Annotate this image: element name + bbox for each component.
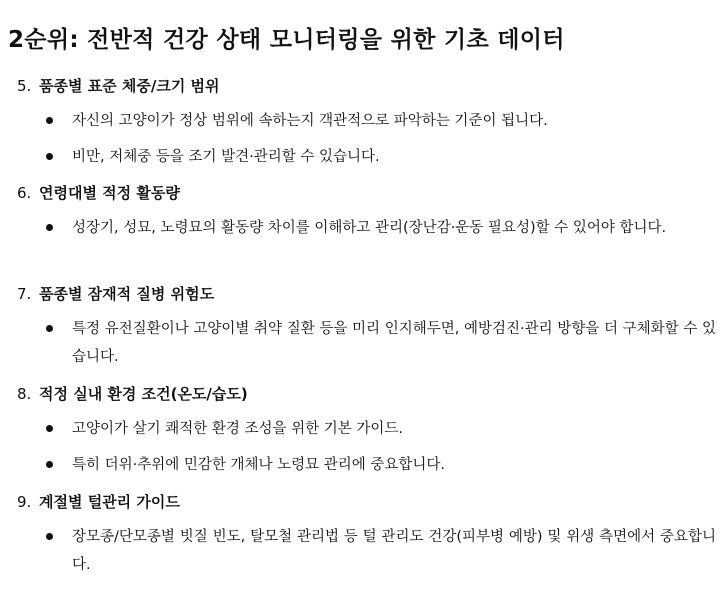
section-heading: [17, 75, 220, 96]
list-item: [46, 214, 716, 242]
list-item-text: 비만, 저체중 등을 조기 발견·관리할 수 있습니다.: [72, 149, 380, 165]
list-item-text: 성장기, 성묘, 노령묘의 활동량 차이를 이해하고 관리(장난감·운동 필요성)할 수 있어야 합니다.: [72, 220, 667, 236]
section-heading: [17, 283, 214, 304]
bullet-icon: [46, 461, 53, 468]
list-item: [46, 415, 716, 443]
list-item: [46, 143, 716, 171]
bullet-icon: [46, 425, 53, 432]
section-title: 품종별 잠재적 질병 위험도: [39, 285, 215, 303]
section-number: 7.: [17, 285, 32, 303]
list-item-text: 특히 더위·추위에 민감한 개체나 노령묘 관리에 중요합니다.: [72, 457, 446, 473]
section-number: 8.: [17, 385, 32, 403]
page-title: 2순위: 전반적 건강 상태 모니터링을 위한 기초 데이터: [8, 27, 565, 53]
section-title: 적정 실내 환경 조건(온도/습도): [39, 385, 248, 403]
list-item-text: 고양이가 살기 쾌적한 환경 조성을 위한 기본 가이드.: [72, 421, 404, 437]
list-item-text: 자신의 고양이가 정상 범위에 속하는지 객관적으로 파악하는 기준이 됩니다.: [72, 113, 548, 129]
section-number: 6.: [17, 184, 32, 202]
list-item-text: 특정 유전질환이나 고양이별 취약 질환 등을 미리 인지해두면, 예방검진·관리 방향을 더 구체화할 수 있습니다.: [72, 321, 716, 365]
section-number: 9.: [17, 493, 32, 511]
bullet-icon: [46, 533, 53, 540]
section-title: 계절별 털관리 가이드: [39, 493, 180, 511]
list-item: [46, 451, 716, 479]
list-item-text: 장모종/단모종별 빗질 빈도, 탈모철 관리법 등 털 관리도 건강(피부병 예방) 및 위생 측면에서 중요합니다.: [72, 529, 716, 573]
section-title: 연령대별 적정 활동량: [39, 184, 180, 202]
section-heading: [17, 182, 180, 203]
section-heading: [17, 383, 248, 404]
bullet-icon: [46, 117, 53, 124]
list-item: [46, 107, 716, 135]
list-item: [46, 523, 716, 579]
bullet-icon: [46, 153, 53, 160]
bullet-icon: [46, 325, 53, 332]
list-item: [46, 315, 716, 371]
section-number: 5.: [17, 77, 32, 95]
bullet-icon: [46, 224, 53, 231]
section-title: 품종별 표준 체중/크기 범위: [39, 77, 220, 95]
section-heading: [17, 491, 180, 512]
